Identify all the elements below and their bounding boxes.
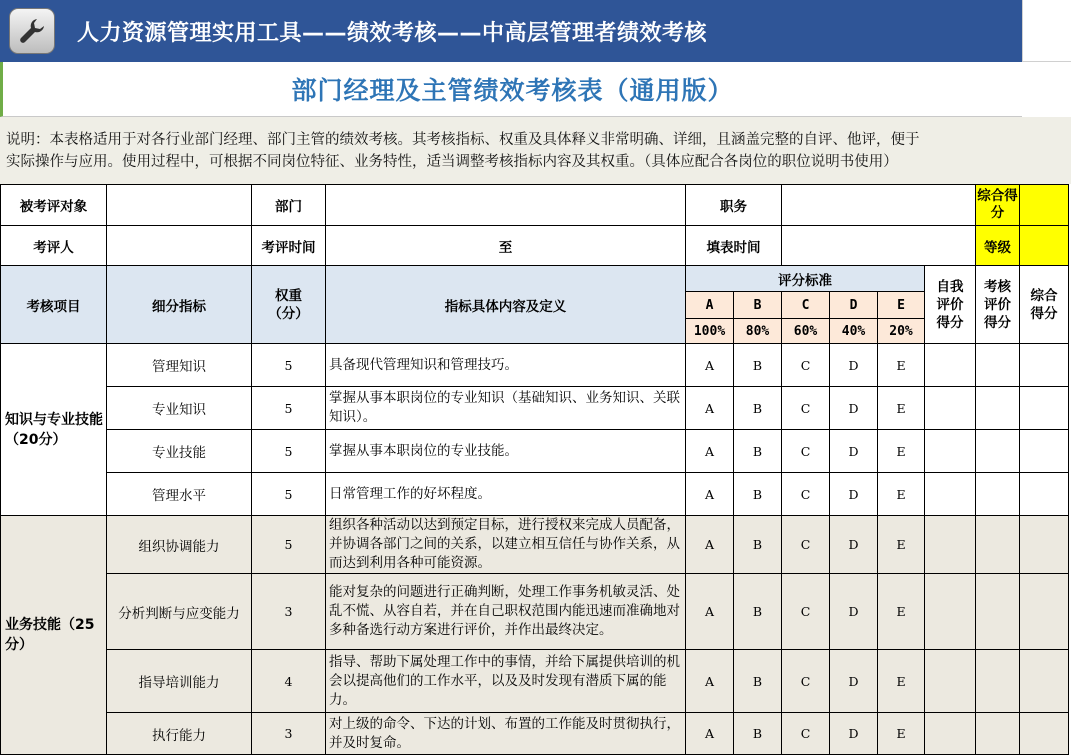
indicator-definition: 能对复杂的问题进行正确判断，处理工作事务机敏灵活、处乱不慌、从容自若，并在自己职权范围内能迅速而准确地对多种备选行动方案进行评价，并作出最终决定。 bbox=[326, 574, 686, 650]
total-score-cell[interactable] bbox=[1020, 650, 1069, 713]
table-row bbox=[1, 516, 1069, 574]
grade-option-b[interactable]: B bbox=[734, 430, 782, 473]
grade-option-a[interactable]: A bbox=[686, 574, 734, 650]
grade-option-a[interactable]: A bbox=[686, 650, 734, 713]
dept-label: 部门 bbox=[252, 185, 326, 226]
weight-value: 3 bbox=[252, 713, 326, 755]
col-sub-header: 细分指标 bbox=[107, 266, 252, 344]
grade-percent-c: 60% bbox=[782, 319, 830, 344]
grade-percent-d: 40% bbox=[830, 319, 878, 344]
indicator-definition: 掌握从事本职岗位的专业知识（基础知识、业务知识、关联知识）。 bbox=[326, 387, 686, 430]
app-header bbox=[0, 0, 1022, 62]
table-row bbox=[1, 650, 1069, 713]
col-assess-header: 考核评价得分 bbox=[976, 266, 1020, 344]
weight-value: 5 bbox=[252, 473, 326, 516]
grade-option-a[interactable]: A bbox=[686, 713, 734, 755]
sub-indicator: 专业知识 bbox=[107, 387, 252, 430]
grade-header-c: C bbox=[782, 292, 830, 319]
self-score-cell[interactable] bbox=[925, 430, 976, 473]
indicator-definition: 日常管理工作的好坏程度。 bbox=[326, 473, 686, 516]
grade-option-e[interactable]: E bbox=[878, 430, 925, 473]
header-side-cell bbox=[1022, 0, 1071, 62]
grade-option-c[interactable]: C bbox=[782, 650, 830, 713]
position-input[interactable] bbox=[782, 185, 976, 226]
col-self-header: 自我评价得分 bbox=[925, 266, 976, 344]
total-score-cell[interactable] bbox=[1020, 344, 1069, 387]
appraisal-table bbox=[0, 184, 1069, 755]
evaluatee-input[interactable] bbox=[107, 185, 252, 226]
grade-option-e[interactable]: E bbox=[878, 516, 925, 574]
self-score-cell[interactable] bbox=[925, 650, 976, 713]
self-score-cell[interactable] bbox=[925, 387, 976, 430]
grade-option-b[interactable]: B bbox=[734, 344, 782, 387]
grade-header-a: A bbox=[686, 292, 734, 319]
weight-value: 5 bbox=[252, 387, 326, 430]
total-score-cell[interactable] bbox=[1020, 713, 1069, 755]
total-score-cell[interactable] bbox=[1020, 387, 1069, 430]
grade-header-e: E bbox=[878, 292, 925, 319]
grade-option-c[interactable]: C bbox=[782, 430, 830, 473]
period-to-label: 至 bbox=[326, 226, 686, 266]
grade-option-e[interactable]: E bbox=[878, 713, 925, 755]
sub-indicator: 专业技能 bbox=[107, 430, 252, 473]
total-score-cell[interactable] bbox=[1020, 473, 1069, 516]
weight-value: 5 bbox=[252, 430, 326, 473]
grade-header-b: B bbox=[734, 292, 782, 319]
assess-score-cell[interactable] bbox=[976, 430, 1020, 473]
position-label: 职务 bbox=[686, 185, 782, 226]
grade-option-a[interactable]: A bbox=[686, 344, 734, 387]
description-line-1: 说明：本表格适用于对各行业部门经理、部门主管的绩效考核。其考核指标、权重及具体释义非常明确、详细，且涵盖完整的自评、他评，便于 bbox=[6, 132, 920, 148]
assess-score-cell[interactable] bbox=[976, 344, 1020, 387]
self-score-cell[interactable] bbox=[925, 344, 976, 387]
assess-score-cell[interactable] bbox=[976, 574, 1020, 650]
sub-indicator: 指导培训能力 bbox=[107, 650, 252, 713]
col-item-header: 考核项目 bbox=[1, 266, 107, 344]
weight-value: 5 bbox=[252, 344, 326, 387]
evaluator-label: 考评人 bbox=[1, 226, 107, 266]
fill-time-label: 填表时间 bbox=[686, 226, 782, 266]
grade-percent-b: 80% bbox=[734, 319, 782, 344]
total-score-cell[interactable] bbox=[1020, 430, 1069, 473]
grade-option-c[interactable]: C bbox=[782, 344, 830, 387]
indicator-definition: 指导、帮助下属处理工作中的事情，并给下属提供培训的机会以提高他们的工作水平，以及及时发现有潜质下属的能力。 bbox=[326, 650, 686, 713]
weight-value: 4 bbox=[252, 650, 326, 713]
sub-indicator: 管理水平 bbox=[107, 473, 252, 516]
grade-option-d[interactable]: D bbox=[830, 473, 878, 516]
grade-option-d[interactable]: D bbox=[830, 430, 878, 473]
self-score-cell[interactable] bbox=[925, 516, 976, 574]
assess-score-cell[interactable] bbox=[976, 650, 1020, 713]
sub-indicator: 分析判断与应变能力 bbox=[107, 574, 252, 650]
grade-option-e[interactable]: E bbox=[878, 473, 925, 516]
table-row bbox=[1, 344, 1069, 387]
grade-option-a[interactable]: A bbox=[686, 430, 734, 473]
grade-option-c[interactable]: C bbox=[782, 713, 830, 755]
grade-label: 等级 bbox=[976, 226, 1020, 266]
assess-score-cell[interactable] bbox=[976, 473, 1020, 516]
grade-option-b[interactable]: B bbox=[734, 516, 782, 574]
grade-option-d[interactable]: D bbox=[830, 574, 878, 650]
total-score-cell[interactable] bbox=[1020, 574, 1069, 650]
assess-score-cell[interactable] bbox=[976, 387, 1020, 430]
grade-input[interactable] bbox=[1020, 226, 1069, 266]
fill-time-input[interactable] bbox=[782, 226, 976, 266]
grade-option-d[interactable]: D bbox=[830, 650, 878, 713]
evaluator-input[interactable] bbox=[107, 226, 252, 266]
grade-option-d[interactable]: D bbox=[830, 713, 878, 755]
grade-option-a[interactable]: A bbox=[686, 387, 734, 430]
indicator-definition: 具备现代管理知识和管理技巧。 bbox=[326, 344, 686, 387]
weight-value: 3 bbox=[252, 574, 326, 650]
evaluatee-label: 被考评对象 bbox=[1, 185, 107, 226]
total-score-input[interactable] bbox=[1020, 185, 1069, 226]
table-row bbox=[1, 574, 1069, 650]
column-header-row-1 bbox=[1, 266, 1069, 292]
grade-option-b[interactable]: B bbox=[734, 713, 782, 755]
grade-option-e[interactable]: E bbox=[878, 387, 925, 430]
description-line-2: 实际操作与应用。使用过程中，可根据不同岗位特征、业务特性，适当调整考核指标内容及其权重。（具体应配合各岗位的职位说明书使用） bbox=[6, 154, 898, 170]
section-name: 知识与专业技能（20分） bbox=[1, 344, 107, 516]
grade-option-e[interactable]: E bbox=[878, 650, 925, 713]
table-row bbox=[1, 713, 1069, 755]
grade-option-b[interactable]: B bbox=[734, 473, 782, 516]
grade-option-a[interactable]: A bbox=[686, 473, 734, 516]
weight-value: 5 bbox=[252, 516, 326, 574]
sub-indicator: 管理知识 bbox=[107, 344, 252, 387]
col-total-header: 综合得分 bbox=[1020, 266, 1069, 344]
dept-input[interactable] bbox=[326, 185, 686, 226]
grade-option-e[interactable]: E bbox=[878, 344, 925, 387]
self-score-cell[interactable] bbox=[925, 473, 976, 516]
sub-indicator: 执行能力 bbox=[107, 713, 252, 755]
section-name: 业务技能（25分） bbox=[1, 516, 107, 755]
grade-option-b[interactable]: B bbox=[734, 650, 782, 713]
total-score-label: 综合得分 bbox=[976, 185, 1020, 226]
grade-option-d[interactable]: D bbox=[830, 344, 878, 387]
info-row-1 bbox=[1, 185, 1069, 226]
description-side-cell bbox=[1022, 117, 1071, 184]
indicator-definition: 掌握从事本职岗位的专业技能。 bbox=[326, 430, 686, 473]
table-row bbox=[1, 430, 1069, 473]
grade-percent-e: 20% bbox=[878, 319, 925, 344]
grade-header-d: D bbox=[830, 292, 878, 319]
grade-option-a[interactable]: A bbox=[686, 516, 734, 574]
description bbox=[0, 117, 1022, 184]
form-title-row bbox=[0, 62, 1022, 117]
wrench-icon[interactable] bbox=[9, 8, 55, 54]
sub-indicator: 组织协调能力 bbox=[107, 516, 252, 574]
col-standard-header: 评分标准 bbox=[686, 266, 925, 292]
assess-score-cell[interactable] bbox=[976, 516, 1020, 574]
grade-option-b[interactable]: B bbox=[734, 574, 782, 650]
grade-option-e[interactable]: E bbox=[878, 574, 925, 650]
table-row bbox=[1, 387, 1069, 430]
total-score-cell[interactable] bbox=[1020, 516, 1069, 574]
assess-score-cell[interactable] bbox=[976, 713, 1020, 755]
indicator-definition: 组织各种活动以达到预定目标，进行授权来完成人员配备，并协调各部门之间的关系，以建立相互信任与协作关系，从而达到利用各种可能资源。 bbox=[326, 516, 686, 574]
form-title: 部门经理及主管绩效考核表（通用版） bbox=[291, 76, 734, 105]
grade-percent-a: 100% bbox=[686, 319, 734, 344]
app-title: 人力资源管理实用工具——绩效考核——中高层管理者绩效考核 bbox=[77, 20, 708, 46]
self-score-cell[interactable] bbox=[925, 574, 976, 650]
indicator-definition: 对上级的命令、下达的计划、布置的工作能及时贯彻执行，并及时复命。 bbox=[326, 713, 686, 755]
col-weight-header: 权重（分） bbox=[252, 266, 326, 344]
grade-option-c[interactable]: C bbox=[782, 574, 830, 650]
grade-option-c[interactable]: C bbox=[782, 473, 830, 516]
period-label: 考评时间 bbox=[252, 226, 326, 266]
grade-option-c[interactable]: C bbox=[782, 387, 830, 430]
grade-option-b[interactable]: B bbox=[734, 387, 782, 430]
col-definition-header: 指标具体内容及定义 bbox=[326, 266, 686, 344]
grade-option-c[interactable]: C bbox=[782, 516, 830, 574]
grade-option-d[interactable]: D bbox=[830, 516, 878, 574]
info-row-2 bbox=[1, 226, 1069, 266]
grade-option-d[interactable]: D bbox=[830, 387, 878, 430]
self-score-cell[interactable] bbox=[925, 713, 976, 755]
table-row bbox=[1, 473, 1069, 516]
